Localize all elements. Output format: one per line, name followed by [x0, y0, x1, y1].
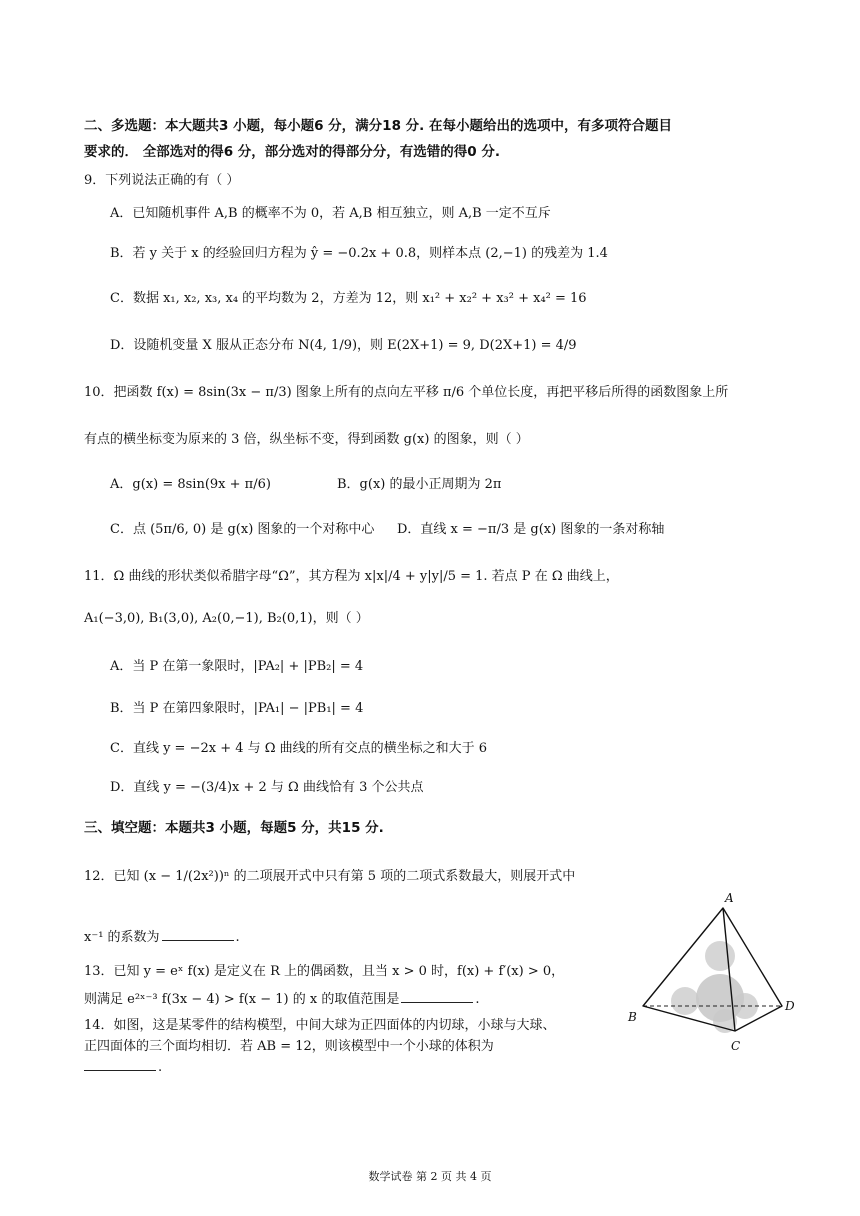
q9-option-d: D．设随机变量 X 服从正态分布 N(4, 1/9)，则 E(2X+1) = 9, D(2X+1) = 4/9 [110, 338, 577, 353]
q12-answer-blank [162, 928, 234, 941]
q11-option-a: A．当 P 在第一象限时，|PA₂| + |PB₂| = 4 [110, 659, 364, 674]
q9-stem: 9．下列说法正确的有（ ） [84, 173, 240, 188]
q14-line3-end: . [158, 1060, 163, 1075]
q13-answer-blank [401, 990, 473, 1003]
q11-option-d: D．直线 y = −(3/4)x + 2 与 Ω 曲线恰有 3 个公共点 [110, 780, 424, 795]
q12-line2-end: . [235, 930, 240, 945]
q10-option-c: C．点 (5π/6, 0) 是 g(x) 图象的一个对称中心 [110, 522, 375, 537]
q10-option-d: D．直线 x = −π/3 是 g(x) 图象的一条对称轴 [397, 522, 665, 537]
q13-line2-text: 则满足 e²ˣ⁻³ f(3x − 4) > f(x − 1) 的 x 的取值范围是 [84, 992, 400, 1007]
q10-option-a: A．g(x) = 8sin(9x + π/6) [110, 477, 271, 492]
q11-option-c: C．直线 y = −2x + 4 与 Ω 曲线的所有交点的横坐标之和大于 6 [110, 741, 488, 756]
vertex-label-d: D [785, 999, 795, 1013]
q10-line2: 有点的横坐标变为原来的 3 倍，纵坐标不变，得到函数 g(x) 的图象，则（ ） [84, 432, 529, 447]
q12-line1: 12．已知 (x − 1/(2x²))ⁿ 的二项展开式中只有第 5 项的二项式系数最大，则展开式中 [84, 869, 576, 884]
q9-option-c: C．数据 x₁, x₂, x₃, x₄ 的平均数为 2，方差为 12，则 x₁² + x₂² + x₃² + x₄² = 16 [110, 291, 587, 306]
vertex-label-c: C [731, 1039, 741, 1053]
q12-line2 [84, 928, 240, 947]
page-footer: 数学试卷 第 2 页 共 4 页 [368, 1170, 492, 1183]
vertex-label-b: B [628, 1010, 637, 1024]
section2-heading-line2: 要求的． 全部选对的得6 分，部分选对的得部分分，有选错的得0 分. [84, 144, 501, 160]
small-ball-top [705, 941, 735, 971]
small-ball-left [671, 987, 699, 1015]
q12-line2-text: x⁻¹ 的系数为 [84, 930, 160, 945]
q14-line1: 14．如图，这是某零件的结构模型，中间大球为正四面体的内切球，小球与大球、 [84, 1018, 556, 1033]
tetrahedron-figure [625, 888, 805, 1058]
q14-answer-blank [84, 1058, 156, 1071]
q13-line2-end: . [475, 992, 480, 1007]
section3-heading: 三、填空题：本题共3 小题，每题5 分，共15 分. [84, 820, 384, 836]
vertex-label-a: A [725, 891, 734, 905]
q9-option-a: A．已知随机事件 A,B 的概率不为 0，若 A,B 相互独立，则 A,B 一定不互斥 [110, 206, 551, 221]
q11-line1: 11．Ω 曲线的形状类似希腊字母“Ω”，其方程为 x|x|/4 + y|y|/5 = 1. 若点 P 在 Ω 曲线上， [84, 569, 619, 584]
section2-heading-line1: 二、多选题：本大题共3 小题，每小题6 分，满分18 分. 在每小题给出的选项中，有多项符合题目 [84, 118, 673, 134]
q14-line2: 正四面体的三个面均相切．若 AB = 12，则该模型中一个小球的体积为 [84, 1039, 494, 1054]
q13-line2 [84, 990, 479, 1009]
q14-line3 [84, 1058, 162, 1077]
q10-line1: 10．把函数 f(x) = 8sin(3x − π/3) 图象上所有的点向左平移 π/6 个单位长度，再把平移后所得的函数图象上所 [84, 385, 729, 400]
q11-option-b: B．当 P 在第四象限时，|PA₁| − |PB₁| = 4 [110, 701, 364, 716]
q13-line1: 13．已知 y = eˣ f(x) 是定义在 R 上的偶函数，且当 x > 0 时，f(x) + f′(x) > 0， [84, 964, 565, 979]
q9-option-b: B．若 y 关于 x 的经验回归方程为 ŷ = −0.2x + 0.8，则样本点 (2,−1) 的残差为 1.4 [110, 246, 608, 261]
q10-option-b: B．g(x) 的最小正周期为 2π [337, 477, 502, 492]
q11-line2: A₁(−3,0), B₁(3,0), A₂(0,−1), B₂(0,1)，则（ ） [84, 611, 369, 626]
